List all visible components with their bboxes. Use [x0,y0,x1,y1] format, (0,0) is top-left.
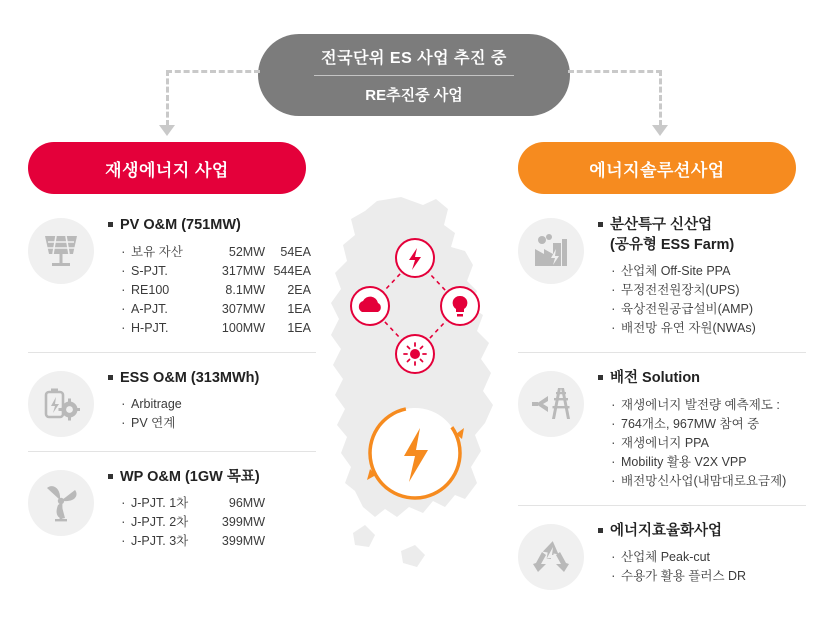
list-item: · 재생에너지 발전량 예측제도 : [610,396,806,415]
node-sun [396,335,434,373]
list-item: · RE100 8.1MW 2EA [120,281,316,300]
block-distribution-solution [518,352,806,505]
list-item: · Arbitrage [120,395,316,414]
list-item: · 수용가 활용 플러스 DR [610,567,806,586]
list-item: · H-PJT. 100MW 1EA [120,319,316,338]
connector-right-vertical [659,70,662,126]
top-banner-line1: 전국단위 ES 사업 추진 중 [314,45,514,76]
renewable-column [28,200,316,565]
connector-right-arrow [652,125,668,136]
list-item: · 무정전전원장치(UPS) [610,281,806,300]
connector-right-horizontal [568,70,662,73]
block-distributed-district-list [598,262,806,338]
list-item: · 육상전원공급설비(AMP) [610,300,806,319]
center-graphic [330,228,500,518]
power-tower-icon [518,371,584,437]
energy-solution-column [518,200,806,604]
solar-panel-icon [28,218,94,284]
node-lightning [396,239,434,277]
block-energy-efficiency-title: 에너지효율화사업 [598,522,806,542]
list-item: · 보유 자산 52MW 54EA [120,243,316,262]
block-ess-om [28,352,316,451]
node-cloud [351,287,389,325]
list-item: · 산업체 Peak-cut [610,548,806,567]
category-header-energy-solution [518,142,796,194]
block-distribution-solution-list [598,396,806,491]
list-item: · Mobility 활용 V2X VPP [610,453,806,472]
category-header-renewable [28,142,306,194]
connector-left-vertical [166,70,169,126]
list-item: · PV 연계 [120,414,316,433]
battery-gear-icon [28,371,94,437]
list-item: · J-PJT. 1차 96MW [120,494,316,513]
recycle-energy-icon [518,524,584,590]
factory-icon [518,218,584,284]
wind-turbine-icon [28,470,94,536]
block-wp-om-title: WP O&M (1GW 목표) [108,468,316,488]
block-ess-om-title: ESS O&M (313MWh) [108,369,316,389]
list-item: · J-PJT. 2차 399MW [120,513,316,532]
list-item: · 산업체 Off-Site PPA [610,262,806,281]
list-item: · A-PJT. 307MW 1EA [120,300,316,319]
block-title-main: 분산특구 신산업 [610,217,713,233]
block-distributed-district-title [598,216,806,255]
connector-left-horizontal [166,70,260,73]
block-energy-efficiency-list [598,548,806,586]
block-title-sub: (공유형 ESS Farm) [610,236,735,253]
list-item: · 배전망신사업(내맘대로요금제) [610,472,806,491]
node-lightbulb [441,287,479,325]
energy-cycle-icon [352,390,477,515]
block-wp-om [28,451,316,566]
block-pv-om-title: PV O&M (751MW) [108,216,316,236]
top-banner-line2: RE추진중 사업 [365,87,463,104]
block-distributed-district [518,200,806,352]
block-pv-om-list [108,243,316,338]
category-header-energy-solution-label: 에너지솔루션사업 [589,160,725,180]
category-header-renewable-label: 재생에너지 사업 [105,160,229,180]
block-ess-om-list [108,395,316,433]
top-banner [258,34,570,116]
block-wp-om-list [108,494,316,551]
block-distribution-solution-title: 배전 Solution [598,369,806,389]
list-item: · J-PJT. 3차 399MW [120,532,316,551]
list-item: · 재생에너지 PPA [610,434,806,453]
list-item: · S-PJT. 317MW 544EA [120,262,316,281]
list-item-continuation: · 764개소, 967MW 참여 중 [610,415,806,434]
block-pv-om [28,200,316,352]
connector-left-arrow [159,125,175,136]
list-item: · 배전망 유연 자원(NWAs) [610,319,806,338]
block-energy-efficiency [518,505,806,604]
